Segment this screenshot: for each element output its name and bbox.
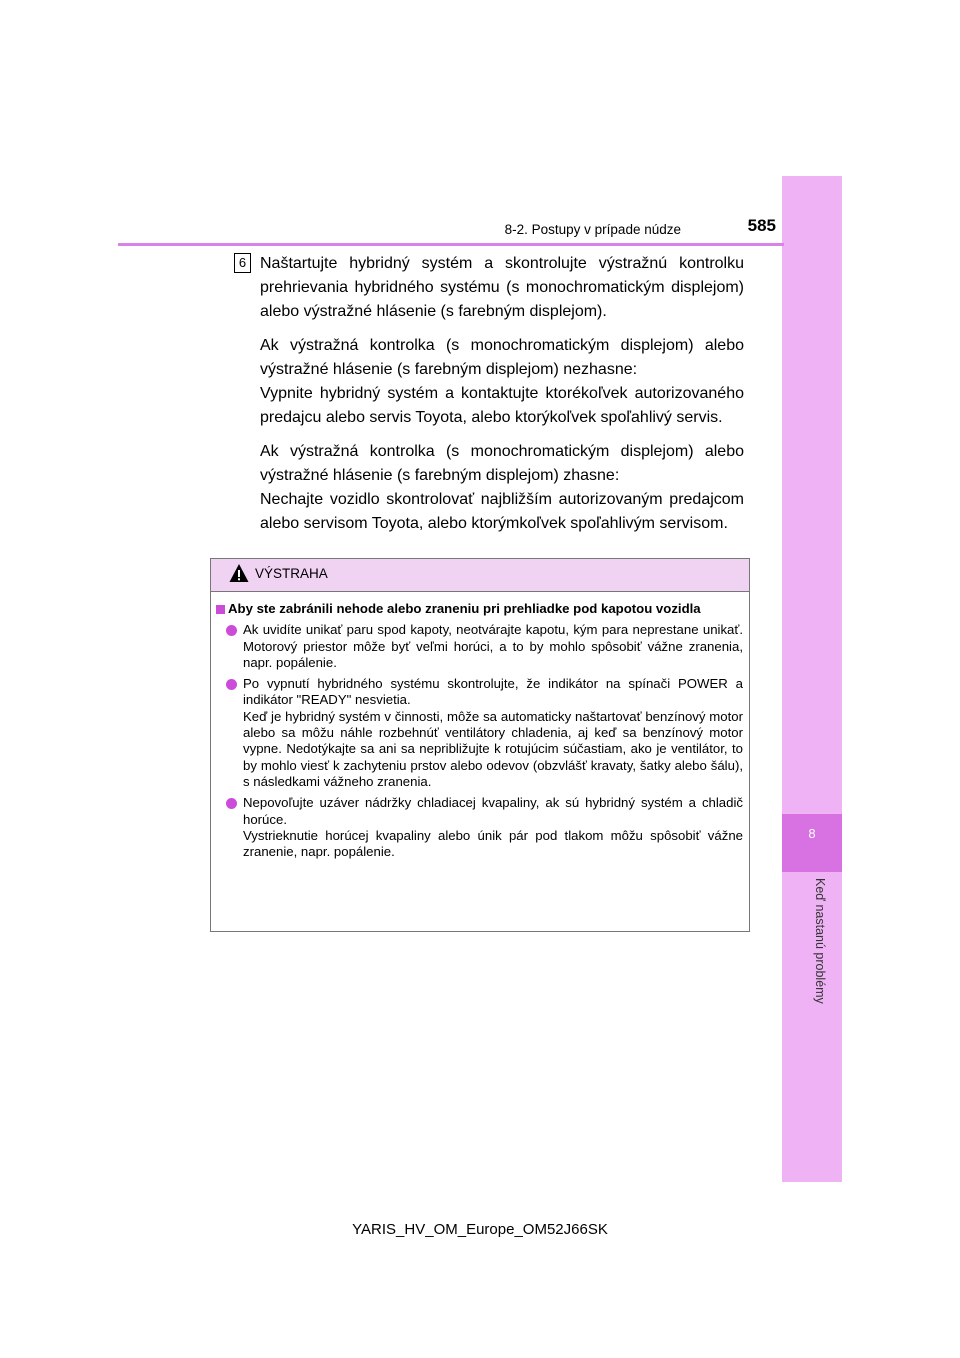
step-paragraph: Nechajte vozidlo skontrolovať najbližším autorizovaným predajcom alebo servisom Toyota, alebo ktorýmkoľvek spoľahlivým servisom. <box>260 491 744 532</box>
warning-header <box>211 559 749 592</box>
chapter-label: Keď nastanú problémy <box>813 878 827 1004</box>
document-footer: YARIS_HV_OM_Europe_OM52J66SK <box>352 1221 608 1238</box>
chapter-side-tab-active <box>782 814 842 872</box>
step-paragraph: Ak výstražná kontrolka (s monochromatickým displejom) alebo výstražné hlásenie (s farebným displejom) nezhasne: <box>260 337 744 378</box>
square-bullet-icon <box>216 605 225 614</box>
step-number-box: 6 <box>234 253 251 273</box>
step-paragraph: Naštartujte hybridný systém a skontrolujte výstražnú kontrolku prehrievania hybridného systému (s monochromatickým displejom) alebo výstražné hlásenie (s farebným displejom). <box>260 255 744 320</box>
circle-bullet-icon <box>226 679 237 690</box>
warning-bullet-text: Nepovoľujte uzáver nádržky chladiacej kvapaliny, ak sú hybridný systém a chladič horúce. <box>243 795 743 827</box>
warning-title: VÝSTRAHA <box>255 566 328 581</box>
warning-bullet-text: Po vypnutí hybridného systému skontrolujte, že indikátor na spínači POWER a indikátor "READY" nesvietia. <box>243 676 743 708</box>
circle-bullet-icon <box>226 625 237 636</box>
warning-bullet-text: Keď je hybridný systém v činnosti, môže sa automaticky naštartovať benzínový motor alebo sa môžu náhle rozbehnúť ventilátory chladenia, aj keď sa benzínový motor vypne. Nedotýkajte sa ani sa nepribližujte k rotujúcim súčastiam, ako je ventilátor, to by mohlo viesť k zachyteniu prstov alebo odevov (obzvlášť kravaty, šatky alebo šálu), s následkami vážneho zranenia. <box>243 708 743 789</box>
page-number: 585 <box>747 216 776 235</box>
section-title: 8-2. Postupy v prípade núdze <box>504 222 681 237</box>
step-paragraph: Ak výstražná kontrolka (s monochromatickým displejom) alebo výstražné hlásenie (s farebným displejom) zhasne: <box>260 443 744 484</box>
warning-bullet <box>216 622 743 671</box>
step-paragraph: Vypnite hybridný systém a kontaktujte ktorékoľvek autorizovaného predajcu alebo servis Toyota, alebo ktorýkoľvek spoľahlivý servis. <box>260 385 744 426</box>
warning-body <box>216 601 743 860</box>
step-body <box>260 252 744 536</box>
warning-triangle-icon <box>229 563 249 583</box>
warning-bullet-text: Ak uvidíte unikať paru spod kapoty, neotvárajte kapotu, kým para neprestane unikať. Motorový priestor môže byť veľmi horúci, a to by mohlo spôsobiť vážne zranenia, napr. popálenie. <box>243 622 743 670</box>
warning-bullet <box>216 795 743 860</box>
warning-bullet <box>216 676 743 790</box>
warning-bullet-text: Vystrieknutie horúcej kvapaliny alebo únik pár pod tlakom môžu spôsobiť vážne zranenie, napr. popálenie. <box>243 827 743 860</box>
warning-heading-text: Aby ste zabránili nehode alebo zraneniu pri prehliadke pod kapotou vozidla <box>228 601 701 616</box>
header-divider <box>118 243 784 246</box>
circle-bullet-icon <box>226 798 237 809</box>
chapter-number: 8 <box>808 826 816 841</box>
warning-box <box>210 558 750 932</box>
warning-heading <box>216 601 743 617</box>
